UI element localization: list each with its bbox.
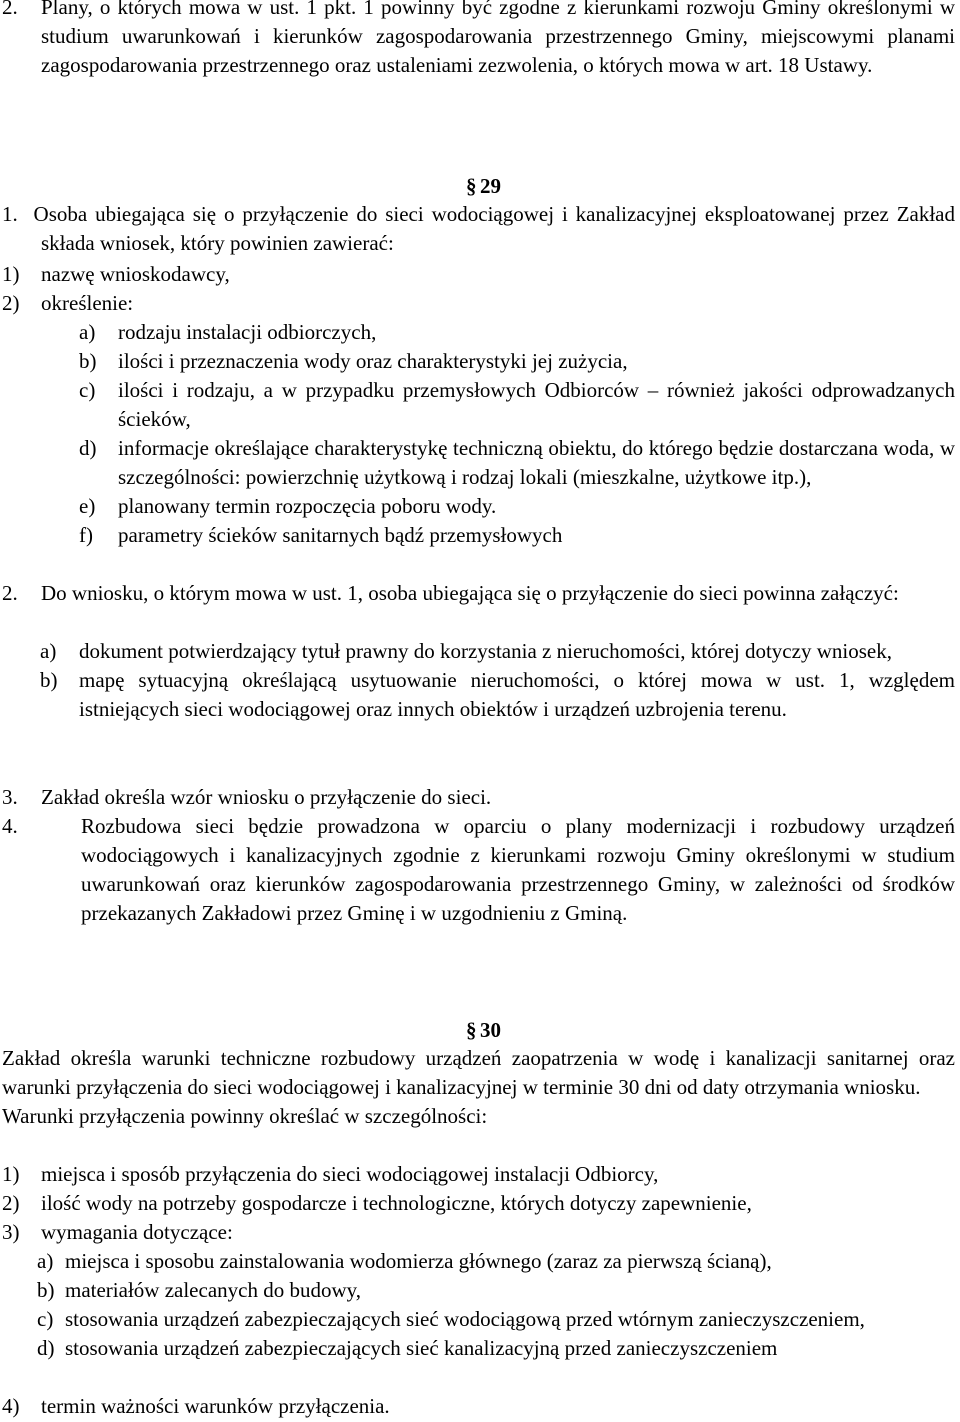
paragraph-text: Zakład określa wzór wniosku o przyłączenie do sieci. bbox=[41, 785, 492, 809]
paragraph-text: Plany, o których mowa w ust. 1 pkt. 1 powinny być zgodne z kierunkami rozwoju Gminy określonymi w studium uwarunkowań i kierunków zagospodarowania przestrzennego Gminy, miejscowymi planami zagospodarowania przestrzennego oraz ustaleniami zezwolenia, o których mowa w art. 18 Ustawy. bbox=[41, 0, 955, 77]
list-item: e) planowany termin rozpoczęcia poboru wody. bbox=[79, 494, 497, 518]
section-30-letter-list bbox=[37, 1247, 955, 1363]
section-30-list bbox=[2, 1160, 955, 1247]
paragraph-text: Do wniosku, o którym mowa w ust. 1, osoba ubiegająca się o przyłączenie do sieci powinna załączyć: bbox=[41, 581, 899, 605]
section-29-item-2: 2. Do wniosku, o którym mowa w ust. 1, osoba ubiegająca się o przyłączenie do sieci powinna załączyć: bbox=[2, 579, 955, 608]
list-item: c) stosowania urządzeń zabezpieczających sieć wodociągową przed wtórnym zanieczyszczeniem, bbox=[37, 1307, 865, 1331]
list-item: b) materiałów zalecanych do budowy, bbox=[37, 1278, 362, 1302]
list-item: d) stosowania urządzeń zabezpieczających sieć kanalizacyjną przed zanieczyszczeniem bbox=[37, 1336, 778, 1360]
list-item: b) ilości i przeznaczenia wody oraz charakterystyki jej zużycia, bbox=[79, 349, 628, 373]
paragraph-text: 1. Osoba ubiegająca się o przyłączenie do sieci wodociągowej i kanalizacyjnej eksploatowanej przez Zakład składa wniosek, który powinien zawierać: bbox=[2, 202, 955, 255]
paragraph-lead: Warunki przyłączenia powinny określać w szczególności: bbox=[2, 1104, 488, 1128]
section-29-item-2-letters bbox=[40, 637, 955, 724]
list-item: 2) określenie: bbox=[2, 291, 134, 315]
list-item: 1) miejsca i sposób przyłączenia do sieci wodociągowej instalacji Odbiorcy, bbox=[2, 1162, 659, 1186]
section-30-heading: §30 bbox=[466, 1016, 501, 1045]
section-sign-icon bbox=[466, 1016, 478, 1045]
list-item: 3) wymagania dotyczące: bbox=[2, 1220, 233, 1244]
top-item-2 bbox=[2, 0, 955, 80]
paragraph-text: Rozbudowa sieci będzie prowadzona w oparciu o plany modernizacji i rozbudowy urządzeń wodociągowych i kanalizacyjnych zgodnie z kierunkami rozwoju Gminy określonymi w studium uwarunkowań oraz kierunków zagospodarowania przestrzennego Gminy, w zależności od środków przekazanych Zakładowi przez Gminę i w uzgodnieniu z Gminą. bbox=[81, 814, 955, 925]
section-29-sub-list bbox=[2, 260, 955, 318]
section-29-item-1 bbox=[2, 200, 955, 258]
list-item: 4) termin ważności warunków przyłączenia. bbox=[2, 1394, 390, 1418]
section-sign-icon bbox=[466, 172, 478, 201]
section-29-letter-list bbox=[79, 318, 955, 550]
section-29-item-3: 3. Zakład określa wzór wniosku o przyłączenie do sieci. bbox=[2, 783, 955, 812]
section-30-last-item bbox=[2, 1392, 955, 1421]
list-item: a) dokument potwierdzający tytuł prawny do korzystania z nieruchomości, której dotyczy wniosek, bbox=[40, 639, 892, 663]
paragraph-text: Zakład określa warunki techniczne rozbudowy urządzeń zaopatrzenia w wodę i kanalizacji sanitarnej oraz warunki przyłączenia do sieci wodociągowej i kanalizacyjnej w terminie 30 dni od daty otrzymania wniosku. bbox=[2, 1046, 955, 1099]
list-item: c) ilości i rodzaju, a w przypadku przemysłowych Odbiorców – również jakości odprowadzanych ścieków, bbox=[79, 378, 955, 431]
section-30-intro bbox=[2, 1044, 955, 1131]
list-item: a) miejsca i sposobu zainstalowania wodomierza głównego (zaraz za pierwszą ścianą), bbox=[37, 1249, 772, 1273]
list-item: 2) ilość wody na potrzeby gospodarcze i technologiczne, których dotyczy zapewnienie, bbox=[2, 1191, 752, 1215]
list-item: b) mapę sytuacyjną określającą usytuowanie nieruchomości, o której mowa w ust. 1, względem istniejących sieci wodociągowej oraz innych obiektów i urządzeń uzbrojenia terenu. bbox=[40, 668, 955, 721]
section-29-item-4: 4. Rozbudowa sieci będzie prowadzona w oparciu o plany modernizacji i rozbudowy urządzeń wodociągowych i kanalizacyjnych zgodnie z kierunkami rozwoju Gminy określonymi w studium uwarunkowań oraz kierunków zagospodarowania przestrzennego Gminy, w zależności od środków przekazanych Zakładowi przez Gminę i w uzgodnieniu z Gminą. bbox=[2, 812, 955, 928]
list-number: 2. bbox=[2, 0, 18, 19]
list-item: f) parametry ścieków sanitarnych bądź przemysłowych bbox=[79, 523, 563, 547]
list-item: a) rodzaju instalacji odbiorczych, bbox=[79, 320, 377, 344]
list-item: 1) nazwę wnioskodawcy, bbox=[2, 262, 230, 286]
list-item: d) informacje określające charakterystykę techniczną obiektu, do którego będzie dostarczana woda, w szczególności: powierzchnię użytkową i rodzaj lokali (mieszkalne, użytkowe itp.), bbox=[79, 436, 955, 489]
section-29-heading: §29 bbox=[466, 172, 501, 201]
